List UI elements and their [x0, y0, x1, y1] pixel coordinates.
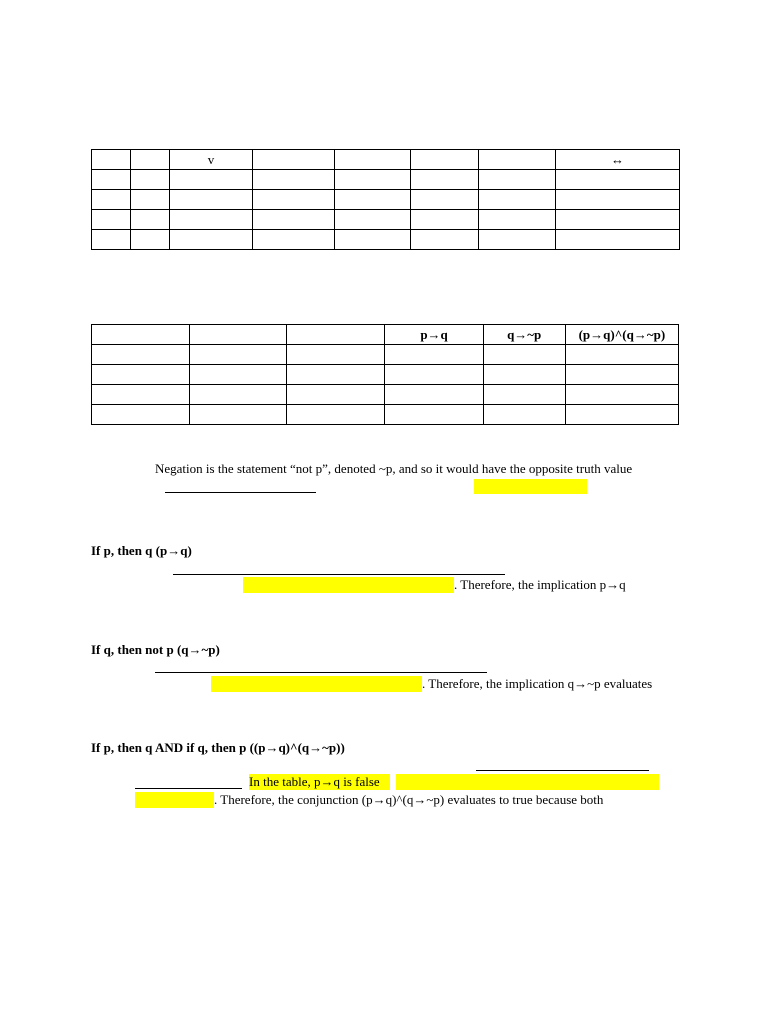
truth-table-1 — [91, 149, 680, 250]
negation-text: Negation is the statement “not p”, denoted ~p, and so it would have the opposite truth value — [155, 461, 633, 476]
table-cell — [92, 345, 190, 365]
section3-highlight-text: In the table, p→q is false — [249, 774, 380, 789]
table-row — [92, 365, 679, 385]
highlight-mark — [396, 774, 659, 790]
table-cell — [131, 230, 170, 250]
table-cell — [92, 230, 131, 250]
table-cell — [287, 345, 385, 365]
table-row — [92, 405, 679, 425]
table-cell — [92, 150, 131, 170]
section2-text: . Therefore, the implication q→~p evaluates — [422, 676, 653, 691]
table-cell — [287, 325, 385, 345]
table-header-row — [92, 325, 679, 345]
table-cell — [411, 150, 479, 170]
table-cell — [253, 150, 335, 170]
highlight-mark — [474, 479, 587, 494]
table-cell — [92, 365, 190, 385]
section3-text: . Therefore, the conjunction (p→q)^(q→~p) evaluates to true because both — [214, 792, 604, 807]
table-cell — [335, 210, 411, 230]
highlight-mark — [243, 577, 454, 593]
blank-line — [155, 672, 487, 673]
table-header-row — [92, 150, 680, 170]
table-cell — [335, 230, 411, 250]
table-row — [92, 210, 680, 230]
section1-text: . Therefore, the implication p→q — [454, 577, 626, 592]
table-cell — [190, 365, 287, 385]
table-cell — [170, 190, 253, 210]
table-cell — [335, 190, 411, 210]
table-cell — [287, 385, 385, 405]
table-cell — [131, 170, 170, 190]
table-row — [92, 385, 679, 405]
table-cell — [190, 345, 287, 365]
table-cell — [385, 385, 483, 405]
blank-line — [476, 770, 649, 771]
table-cell — [287, 405, 385, 425]
table-cell — [335, 150, 411, 170]
table-cell: q→~p — [483, 325, 565, 345]
table-cell — [411, 170, 479, 190]
table-cell — [92, 405, 190, 425]
table-cell — [385, 405, 483, 425]
truth-table-2 — [91, 324, 679, 425]
table-cell — [479, 210, 556, 230]
table-cell: (p→q)^(q→~p) — [565, 325, 678, 345]
table-row — [92, 190, 680, 210]
table-cell — [190, 405, 287, 425]
table-cell — [190, 385, 287, 405]
section-heading-implication: If p, then q (p→q) — [91, 543, 192, 558]
table-cell — [253, 210, 335, 230]
table-cell — [556, 190, 680, 210]
table-cell — [92, 385, 190, 405]
table-cell — [479, 230, 556, 250]
table-row — [92, 230, 680, 250]
table-cell: v — [170, 150, 253, 170]
table-cell — [565, 345, 678, 365]
table-cell — [131, 210, 170, 230]
table-row — [92, 345, 679, 365]
table-cell — [385, 345, 483, 365]
table-cell — [556, 170, 680, 190]
table-cell — [483, 385, 565, 405]
table-cell — [411, 230, 479, 250]
table-cell — [565, 385, 678, 405]
table-cell — [411, 210, 479, 230]
table-cell — [385, 365, 483, 385]
table-cell — [253, 190, 335, 210]
table-cell — [483, 365, 565, 385]
table-cell — [92, 325, 190, 345]
table-cell — [411, 190, 479, 210]
table-cell — [565, 365, 678, 385]
table-cell — [556, 210, 680, 230]
table-cell — [565, 405, 678, 425]
table-cell — [335, 170, 411, 190]
blank-line — [173, 574, 505, 575]
table-cell — [479, 190, 556, 210]
highlight-mark — [135, 792, 214, 808]
table-cell — [131, 150, 170, 170]
table-cell — [170, 210, 253, 230]
table-cell — [170, 170, 253, 190]
table-cell — [92, 190, 131, 210]
table-cell — [253, 230, 335, 250]
table-cell — [479, 170, 556, 190]
table-cell — [190, 325, 287, 345]
section-heading-conjunction: If p, then q AND if q, then p ((p→q)^(q→~p)) — [91, 740, 345, 755]
blank-line — [165, 492, 316, 493]
table-cell — [556, 230, 680, 250]
table-cell — [287, 365, 385, 385]
table-cell — [483, 405, 565, 425]
table-cell: ↔ — [556, 150, 680, 170]
table-cell: p→q — [385, 325, 483, 345]
blank-line — [135, 788, 242, 789]
table-row — [92, 170, 680, 190]
highlight-mark — [211, 676, 422, 692]
table-cell — [483, 345, 565, 365]
table-cell — [253, 170, 335, 190]
table-cell — [131, 190, 170, 210]
table-cell — [92, 210, 131, 230]
table-cell — [479, 150, 556, 170]
table-cell — [170, 230, 253, 250]
section-heading-converse: If q, then not p (q→~p) — [91, 642, 220, 657]
table-cell — [92, 170, 131, 190]
